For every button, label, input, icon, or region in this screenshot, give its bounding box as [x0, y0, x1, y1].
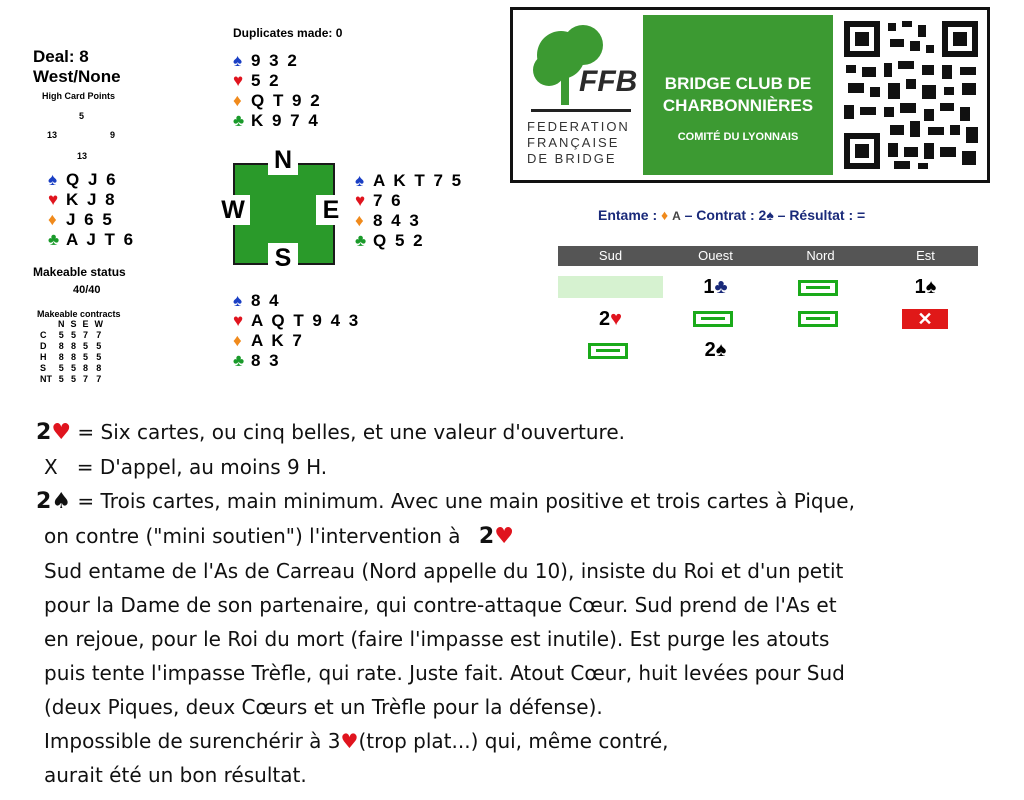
spade-icon: ♠	[355, 171, 365, 190]
table-cell: 8	[58, 341, 64, 351]
west-spades: Q J 6	[66, 170, 118, 189]
auction-double-est-2: ✕	[902, 309, 948, 329]
commentary-line	[36, 519, 1016, 554]
table-cell: 5	[71, 363, 77, 373]
commentary-text: = Six cartes, ou cinq belles, et une valeur d'ouverture.	[71, 420, 625, 444]
heart-icon: ♥	[610, 308, 622, 330]
north-diamonds: Q T 9 2	[251, 91, 322, 110]
club-name-line1: BRIDGE CLUB DE	[664, 74, 812, 93]
commentary-line: aurait été un bon résultat.	[44, 763, 307, 787]
auction-pass-nord-1	[798, 280, 838, 296]
commentary-text: (trop plat...) qui, même contré,	[358, 729, 669, 753]
west-clubs: A J T 6	[66, 230, 136, 249]
hcp-south: 13	[77, 151, 88, 161]
compass-north: N	[268, 145, 298, 175]
table-cell: 8	[71, 341, 77, 351]
auction-header-est: Est	[873, 246, 978, 266]
auction-bid-ouest-3	[663, 339, 768, 362]
table-header	[40, 319, 55, 330]
diamond-icon: ♦	[355, 211, 364, 230]
federation-line: FRANÇAISE	[527, 135, 620, 150]
federation-line: FEDERATION	[527, 119, 630, 134]
west-hand	[48, 170, 135, 250]
table-cell: 7	[96, 330, 102, 340]
west-hearts: K J 8	[66, 190, 117, 209]
auction-bid-sud-2	[558, 308, 663, 331]
commentary-line	[36, 484, 1016, 519]
commentary-line: en rejoue, pour le Roi du mort (faire l'impasse est inutile). Est purge les atouts	[44, 627, 830, 651]
auction-pass-sud-3	[588, 343, 628, 359]
deal-number: Deal: 8	[33, 47, 89, 66]
east-spades: A K T 7 5	[373, 171, 464, 190]
committee-text: COMITÉ DU LYONNAIS	[677, 131, 799, 143]
table-cell: 5	[58, 330, 64, 340]
bid-level: 1	[914, 276, 926, 298]
bid-level: 2	[704, 339, 716, 361]
spade-icon: ♠	[715, 339, 727, 361]
hcp-title: High Card Points	[42, 91, 116, 101]
dealer-vulnerability: West/None	[33, 67, 121, 86]
table-cell: 8	[83, 363, 89, 373]
south-diamonds: A K 7	[251, 331, 304, 350]
heart-icon: ♥	[233, 71, 244, 90]
club-banner	[510, 7, 990, 183]
club-name-line2: CHARBONNIÈRES	[662, 96, 814, 115]
contract-summary	[598, 207, 865, 223]
table-cell: 5	[71, 330, 77, 340]
compass-west: W	[216, 195, 250, 225]
heart-icon: ♥	[340, 729, 359, 753]
qr-code-icon	[838, 15, 984, 175]
compass-east: E	[316, 195, 346, 225]
hcp-north: 5	[79, 111, 85, 121]
table-cell: 5	[71, 374, 77, 384]
east-hand	[355, 171, 463, 251]
south-hearts: A Q T 9 4 3	[251, 311, 361, 330]
diamond-icon: ♦	[661, 207, 669, 223]
table-cell: 5	[58, 363, 64, 373]
north-spades: 9 3 2	[251, 51, 299, 70]
commentary-text: = Trois cartes, main minimum. Avec une main positive et trois cartes à Pique,	[71, 489, 855, 513]
commentary-line: (deux Piques, deux Cœurs et un Trèfle pour la défense).	[44, 695, 603, 719]
makeable-status-value: 40/40	[73, 284, 101, 296]
table-cell: 5	[96, 352, 102, 362]
commentary-line: pour la Dame de son partenaire, qui contre-attaque Cœur. Sud prend de l'As et	[44, 593, 837, 617]
ffb-logo	[521, 15, 639, 175]
south-spades: 8 4	[251, 291, 281, 310]
entame-label: Entame :	[598, 207, 658, 223]
west-diamonds: J 6 5	[66, 210, 114, 229]
table-cell: 7	[83, 330, 89, 340]
bid-level: 2	[478, 524, 495, 549]
commentary-text: on contre ("mini soutien") l'intervention à	[44, 524, 467, 548]
qr-code-graphic	[838, 15, 984, 175]
auction-empty-cell	[558, 276, 663, 298]
duplicates-made: Duplicates made: 0	[233, 26, 343, 40]
makeable-header-row	[40, 319, 106, 330]
table-cell: 5	[83, 352, 89, 362]
commentary-line	[36, 415, 1016, 450]
spade-icon: ♠	[51, 489, 72, 514]
north-hand	[233, 51, 322, 131]
auction-bid-ouest-1	[663, 276, 768, 299]
bid-level: 2	[599, 308, 611, 330]
spade-icon: ♠	[233, 51, 243, 70]
table-header: E	[82, 319, 89, 329]
makeable-status-label: Makeable status	[33, 265, 126, 279]
ffb-text: FFB	[579, 65, 638, 98]
table-cell: 7	[83, 374, 89, 384]
table-cell: 8	[71, 352, 77, 362]
bid-level: 1	[703, 276, 715, 298]
heart-icon: ♥	[51, 420, 72, 445]
table-row	[40, 341, 106, 352]
auction-bid-est-1	[873, 276, 978, 299]
table-header: S	[70, 319, 77, 329]
hcp-west: 13	[47, 130, 58, 140]
club-icon: ♣	[355, 231, 367, 250]
club-icon: ♣	[48, 230, 60, 249]
diamond-icon: ♦	[48, 210, 57, 229]
commentary	[36, 415, 1016, 792]
table-cell: 7	[96, 374, 102, 384]
hcp-east: 9	[110, 130, 116, 140]
table-cell: S	[40, 363, 47, 373]
commentary-line: X = D'appel, au moins 9 H.	[44, 455, 328, 479]
east-hearts: 7 6	[373, 191, 403, 210]
compass-south: S	[268, 243, 298, 273]
table-cell: H	[40, 352, 47, 362]
federation-text	[527, 119, 630, 167]
table-cell: NT	[40, 374, 52, 384]
federation-line: DE BRIDGE	[527, 151, 617, 166]
table-row	[40, 363, 106, 374]
heart-icon: ♥	[494, 524, 514, 549]
south-clubs: 8 3	[251, 351, 281, 370]
resultat-label: – Résultat : =	[777, 207, 866, 223]
diamond-icon: ♦	[233, 331, 242, 350]
table-row	[40, 352, 106, 363]
table-header: W	[94, 319, 104, 329]
commentary-line	[36, 724, 1016, 758]
auction-pass-nord-2	[798, 311, 838, 327]
auction-header-ouest: Ouest	[663, 246, 768, 266]
heart-icon: ♥	[355, 191, 366, 210]
table-cell: 8	[58, 352, 64, 362]
diamond-icon: ♦	[233, 91, 242, 110]
bid-level: 2	[36, 489, 52, 514]
auction-header-nord: Nord	[768, 246, 873, 266]
east-diamonds: 8 4 3	[373, 211, 421, 230]
spade-icon: ♠	[48, 170, 58, 189]
table-cell: 5	[58, 374, 64, 384]
heart-icon: ♥	[48, 190, 59, 209]
table-row	[40, 330, 106, 341]
east-clubs: Q 5 2	[373, 231, 425, 250]
heart-icon: ♥	[233, 311, 244, 330]
entame-card: A	[672, 209, 681, 223]
auction-header	[558, 246, 978, 266]
spade-icon: ♠	[766, 207, 774, 223]
club-icon: ♣	[714, 276, 728, 298]
contrat-label: – Contrat : 2	[684, 207, 767, 223]
auction-pass-ouest-2	[693, 311, 733, 327]
makeable-contracts-table	[40, 319, 106, 385]
commentary-line: puis tente l'impasse Trèfle, qui rate. Juste fait. Atout Cœur, huit levées pour Sud	[44, 661, 845, 685]
south-hand	[233, 291, 360, 371]
table-cell: D	[40, 341, 47, 351]
auction-header-sud: Sud	[558, 246, 663, 266]
table-cell: C	[40, 330, 47, 340]
club-icon: ♣	[233, 111, 245, 130]
table-header: N	[58, 319, 65, 329]
table-cell: 5	[96, 341, 102, 351]
table-row	[40, 374, 106, 385]
table-cell: 8	[96, 363, 102, 373]
north-hearts: 5 2	[251, 71, 281, 90]
club-icon: ♣	[233, 351, 245, 370]
spade-icon: ♠	[233, 291, 243, 310]
makeable-contracts-title: Makeable contracts	[37, 309, 121, 319]
north-clubs: K 9 7 4	[251, 111, 320, 130]
commentary-text: Impossible de surenchérir à 3	[44, 729, 341, 753]
club-name-panel	[643, 15, 833, 175]
bid-level: 2	[36, 420, 52, 445]
spade-icon: ♠	[925, 276, 937, 298]
commentary-line: Sud entame de l'As de Carreau (Nord appelle du 10), insiste du Roi et d'un petit	[44, 559, 844, 583]
table-cell: 5	[83, 341, 89, 351]
